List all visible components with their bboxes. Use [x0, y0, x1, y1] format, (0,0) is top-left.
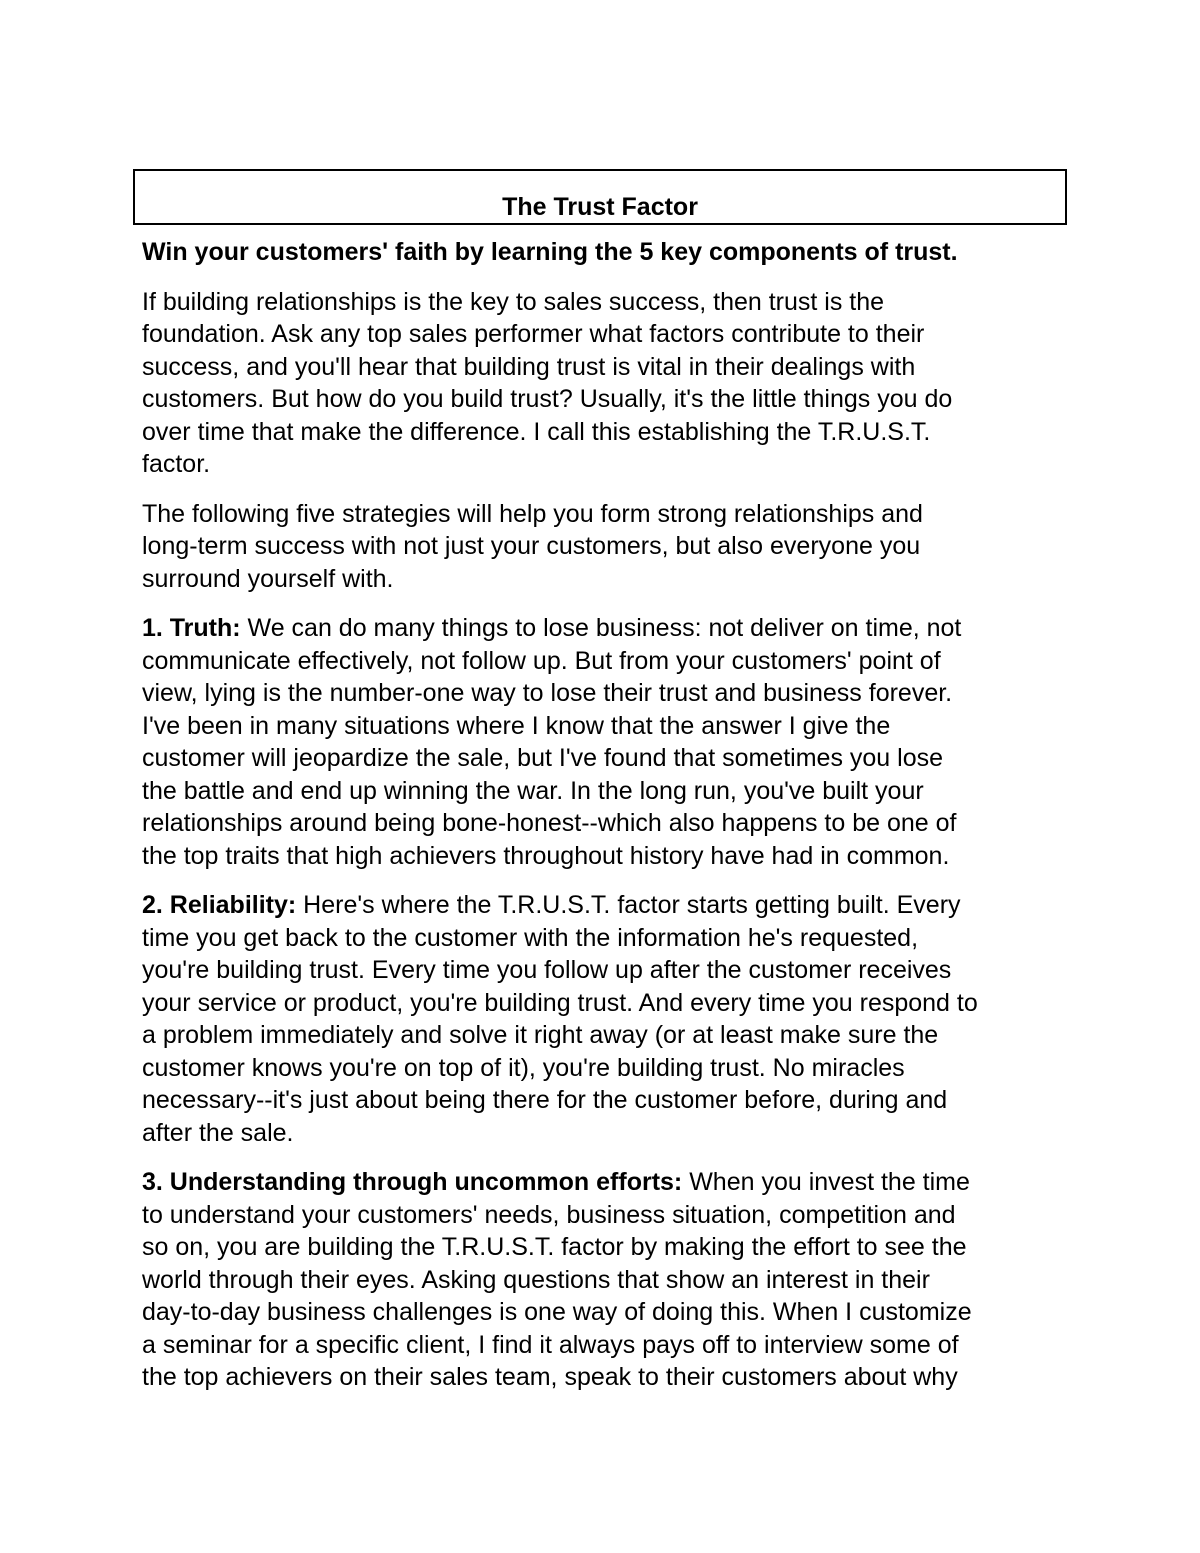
- text-line: the battle and end up winning the war. In the long run, you've built your: [142, 776, 924, 805]
- paragraph-intro: [142, 286, 1067, 481]
- text-line: success, and you'll hear that building trust is vital in their dealings with: [142, 352, 916, 381]
- text-span: Here's where the T.R.U.S.T. factor starts getting built. Every: [296, 891, 961, 919]
- text-line: customers. But how do you build trust? Usually, it's the little things you do: [142, 385, 953, 413]
- paragraph-truth: [142, 612, 1067, 872]
- text-line: over time that make the difference. I call this establishing the T.R.U.S.T.: [142, 417, 931, 446]
- text-line: the top traits that high achievers throughout history have had in common.: [142, 841, 950, 870]
- document-title: The Trust Factor: [502, 193, 698, 221]
- text-line: day-to-day business challenges is one way of doing this. When I customize: [142, 1298, 972, 1326]
- text-line: If building relationships is the key to sales success, then trust is the: [142, 287, 885, 316]
- text-span: We can do many things to lose business: not deliver on time, not: [240, 614, 962, 642]
- strategy-heading-reliability: 2. Reliability:: [142, 891, 297, 919]
- text-line: world through their eyes. Asking questions that show an interest in their: [142, 1265, 930, 1294]
- text-span: When you invest the time: [682, 1168, 970, 1196]
- text-line: communicate effectively, not follow up. But from your customers' point of: [142, 646, 941, 675]
- text-line: relationships around being bone-honest--which also happens to be one of: [142, 809, 957, 837]
- text-line: [142, 889, 1067, 922]
- text-line: necessary--it's just about being there for the customer before, during and: [142, 1086, 948, 1114]
- paragraph-strategies-intro: [142, 498, 1067, 596]
- document-subtitle: Win your customers' faith by learning the 5 key components of trust.: [142, 238, 958, 266]
- text-line: view, lying is the number-one way to lose their trust and business forever.: [142, 679, 953, 707]
- text-line: I've been in many situations where I know that the answer I give the: [142, 711, 891, 740]
- text-line: factor.: [142, 450, 211, 478]
- paragraph-understanding: [142, 1166, 1067, 1394]
- text-line: [142, 1166, 1067, 1199]
- text-line: customer knows you're on top of it), you're building trust. No miracles: [142, 1053, 905, 1082]
- text-line: The following five strategies will help you form strong relationships and: [142, 499, 923, 528]
- text-line: to understand your customers' needs, business situation, competition and: [142, 1200, 956, 1229]
- document-body: [142, 236, 1067, 1411]
- text-line: you're building trust. Every time you follow up after the customer receives: [142, 956, 952, 984]
- text-line: [142, 612, 1067, 645]
- strategy-heading-truth: 1. Truth:: [142, 614, 241, 642]
- text-line: a problem immediately and solve it right away (or at least make sure the: [142, 1021, 939, 1049]
- text-line: long-term success with not just your customers, but also everyone you: [142, 532, 921, 560]
- text-line: a seminar for a specific client, I find it always pays off to interview some of: [142, 1330, 959, 1359]
- text-line: the top achievers on their sales team, speak to their customers about why: [142, 1363, 958, 1391]
- text-line: customer will jeopardize the sale, but I've found that sometimes you lose: [142, 744, 944, 772]
- text-line: foundation. Ask any top sales performer what factors contribute to their: [142, 320, 925, 348]
- title-box: [133, 169, 1067, 225]
- text-line: after the sale.: [142, 1118, 294, 1147]
- paragraph-reliability: [142, 889, 1067, 1149]
- text-line: surround yourself with.: [142, 564, 394, 593]
- text-line: your service or product, you're building trust. And every time you respond to: [142, 988, 978, 1017]
- text-line: so on, you are building the T.R.U.S.T. factor by making the effort to see the: [142, 1233, 967, 1261]
- strategy-heading-understanding: 3. Understanding through uncommon efforts:: [142, 1168, 683, 1196]
- text-line: time you get back to the customer with the information he's requested,: [142, 923, 919, 952]
